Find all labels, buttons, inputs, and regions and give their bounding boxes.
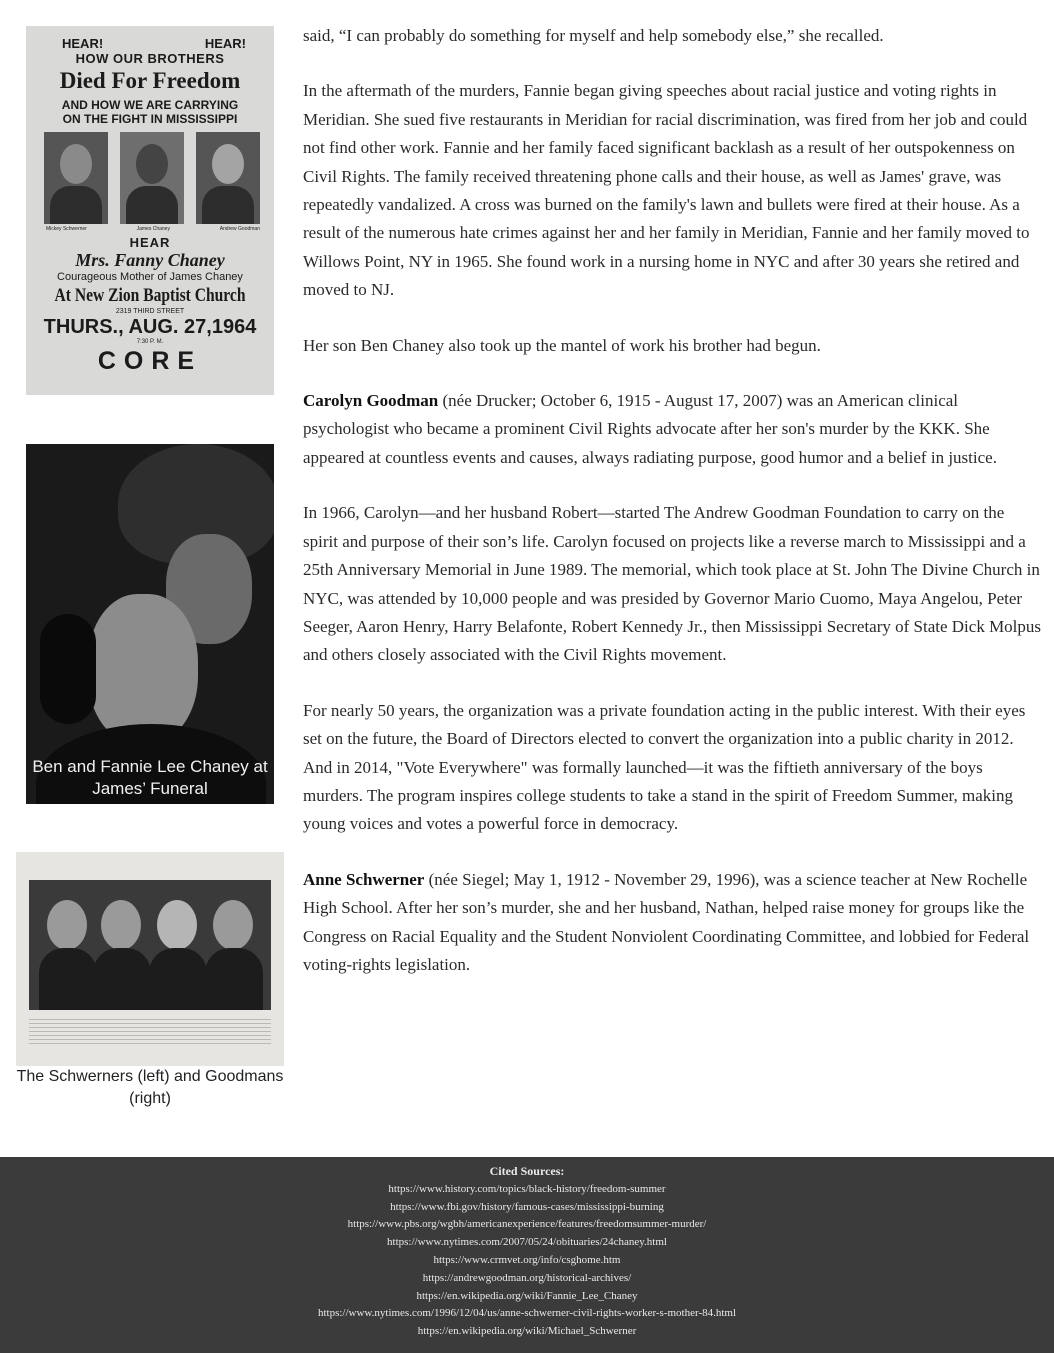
source-link[interactable]: https://www.fbi.gov/history/famous-cases/mississippi-burning <box>390 1200 664 1213</box>
funeral-caption: Ben and Fannie Lee Chaney at James’ Funeral <box>32 757 268 798</box>
source-link[interactable]: https://www.pbs.org/wgbh/americanexperience/features/freedomsummer-murder/ <box>347 1218 707 1231</box>
article-body <box>303 22 1043 1006</box>
poster-portraits <box>26 126 274 224</box>
press-photo-caption-text <box>29 1016 271 1044</box>
portrait-name: Andrew Goodman <box>219 226 260 232</box>
poster-hear-left: HEAR! <box>62 36 104 51</box>
core-poster <box>26 26 274 395</box>
paragraph: said, “I can probably do something for myself and help somebody else,” she recalled. <box>303 26 884 45</box>
paragraph: In the aftermath of the murders, Fannie began giving speeches about racial justice and voting rights in Meridian. She sued five restaurants in Meridian for racial discrimination, was fired from her job and could not find other work. Fannie and her family faced significant backlash as a result of her outspokenness on Civil Rights. The family received threatening phone calls and their house, as well as James' grave, was repeatedly vandalized. A cross was burned on the family's lawn and bullets were fired at their house. As a result of the numerous hate crimes against her and her family in Meridian, Fannie and her family moved to Willows Point, NY in 1965. She found work in a nursing home in NYC and after 30 years she retired and moved to NJ. <box>303 81 1030 300</box>
paragraph: In 1966, Carolyn—and her husband Robert—started The Andrew Goodman Foundation to carry on the spirit and purpose of their son’s life. Carolyn focused on projects like a reverse march to Mississippi and a 25th Anniversary Memorial in June 1989. The memorial, which took place at St. John The Divine Church in NYC, was attended by 10,000 people and was presided by Governor Mario Cuomo, Maya Angelou, Peter Seeger, Aaron Henry, Harry Belafonte, Robert Kennedy Jr., then Mississippi Secretary of State Dick Molpus and others closely associated with the Civil Rights movement. <box>303 503 1042 665</box>
paragraph: Her son Ben Chaney also took up the mantel of work his brother had begun. <box>303 335 821 355</box>
schwerner-caption: The Schwerners (left) and Goodmans (right) <box>16 1068 284 1107</box>
source-link[interactable]: https://www.nytimes.com/2007/05/24/obituaries/24chaney.html <box>387 1236 667 1249</box>
person-name: Anne Schwerner <box>303 869 425 889</box>
poster-subtitle: Courageous Mother of James Chaney <box>57 271 243 283</box>
poster-org: CORE <box>97 347 203 375</box>
poster-portrait-names <box>26 224 274 232</box>
portrait-chaney <box>120 132 184 224</box>
funeral-photo <box>26 444 274 804</box>
source-link[interactable]: https://en.wikipedia.org/wiki/Michael_Schwerner <box>417 1325 637 1338</box>
poster-line3: AND HOW WE ARE CARRYING <box>61 98 239 112</box>
portrait-goodman <box>196 132 260 224</box>
paragraph-text: (née Siegel; May 1, 1912 - November 29, 1996), was a science teacher at New Rochelle High School. After her son’s murder, she and her husband, Nathan, helped raise money for groups like the Congress on Racial Equality and the Student Nonviolent Coordinating Committee, and lobbied for Federal voting-rights legislation. <box>303 869 1030 974</box>
person-name: Carolyn Goodman <box>303 391 439 411</box>
poster-line4: ON THE FIGHT IN MISSISSIPPI <box>62 112 238 126</box>
portrait-name: Mickey Schwerner <box>46 226 87 232</box>
source-link[interactable]: https://www.nytimes.com/1996/12/04/us/anne-schwerner-civil-rights-worker-s-mother-84.html <box>317 1307 737 1320</box>
paragraph-anne-schwerner <box>303 866 1043 980</box>
poster-headline: Died For Freedom <box>59 68 241 93</box>
poster-venue: At New Zion Baptist Church <box>54 285 246 306</box>
poster-speaker: Mrs. Fanny Chaney <box>75 250 225 270</box>
portrait-schwerner <box>44 132 108 224</box>
cited-sources-footer <box>0 1157 1054 1353</box>
poster-time: 7:30 P. M. <box>136 339 164 345</box>
schwerner-goodman-photo <box>16 852 284 1066</box>
source-link[interactable]: https://www.history.com/topics/black-history/freedom-summer <box>388 1182 666 1195</box>
poster-street: 2319 THIRD STREET <box>115 308 185 315</box>
paragraph-text: (née Drucker; October 6, 1915 - August 17, 2007) was an American clinical psychologist who became a prominent Civil Rights advocate after her son's murder by the KKK. She appeared at countless events and causes, always radiating purpose, good humor and a belief in justice. <box>303 391 997 467</box>
press-photo <box>29 880 271 1010</box>
paragraph-carolyn-goodman <box>303 387 1043 472</box>
poster-hear-right: HEAR! <box>204 36 246 51</box>
poster-date: THURS., AUG. 27,1964 <box>43 316 257 338</box>
paragraph: For nearly 50 years, the organization was a private foundation acting in the public interest. With their eyes set on the future, the Board of Directors elected to convert the organization into a public charity in 2012. And in 2014, "Vote Everywhere" was formally launched—it was the fiftieth anniversary of the boys murders. The program inspires college students to take a stand in the spirit of Freedom Summer, making young voices and votes a powerful force in democracy. <box>303 700 1026 834</box>
footer-title: Cited Sources: <box>489 1164 565 1178</box>
source-link[interactable]: https://en.wikipedia.org/wiki/Fannie_Lee_Chaney <box>416 1289 638 1302</box>
source-link[interactable]: https://www.crmvet.org/info/csghome.htm <box>433 1253 621 1266</box>
poster-line1: HOW OUR BROTHERS <box>75 51 225 66</box>
poster-hear: HEAR <box>129 235 171 250</box>
portrait-name: James Chaney <box>136 226 170 232</box>
source-link[interactable]: https://andrewgoodman.org/historical-archives/ <box>422 1271 632 1284</box>
